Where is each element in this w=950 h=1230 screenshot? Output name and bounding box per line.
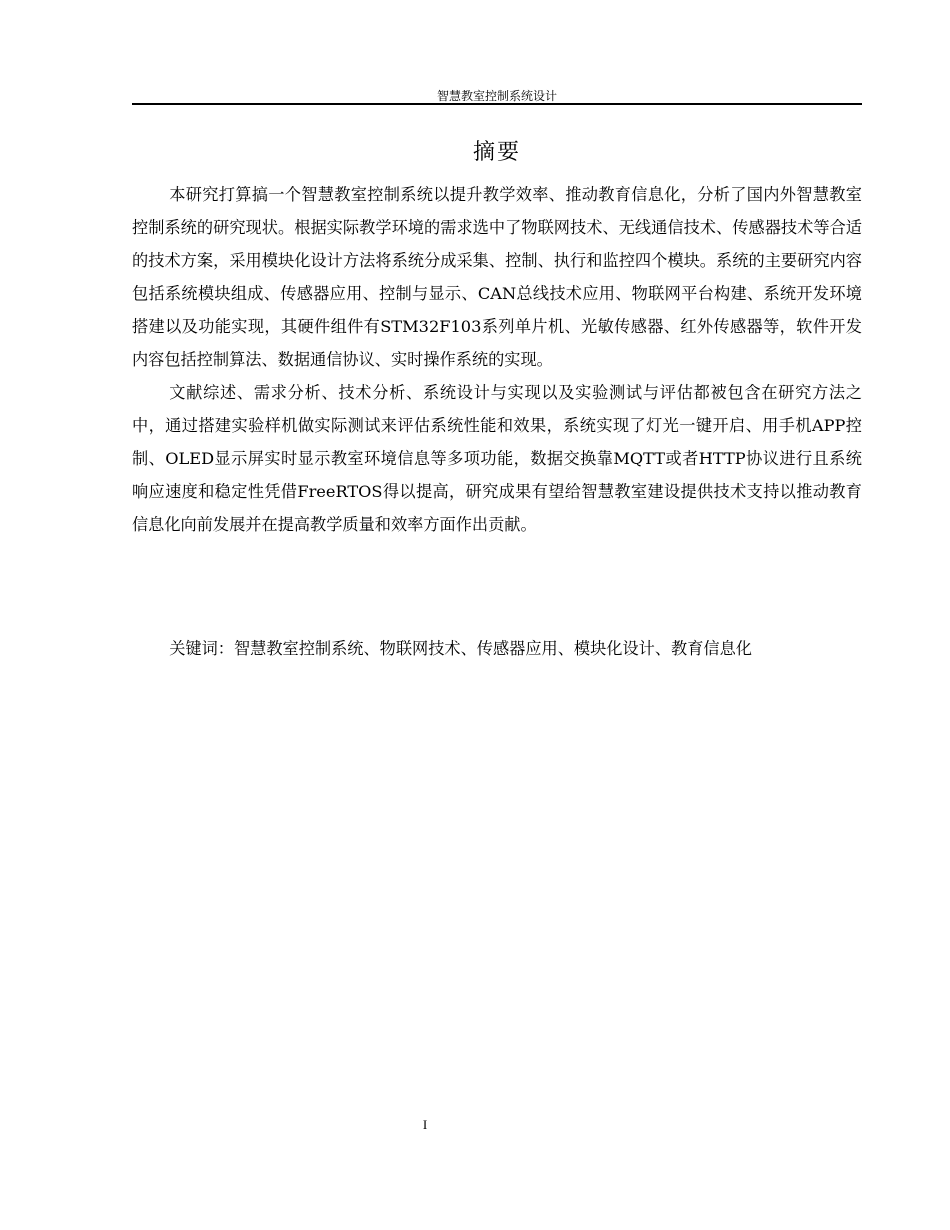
abstract-paragraph-1: 本研究打算搞一个智慧教室控制系统以提升教学效率、推动教育信息化，分析了国内外智慧教室控制系统的研究现状。根据实际教学环境的需求选中了物联网技术、无线通信技术、传感器技术等合适的技术方案，采用模块化设计方法将系统分成采集、控制、执行和监控四个模块。系统的主要研究内容包括系统模块组成、传感器应用、控制与显示、CAN总线技术应用、物联网平台构建、系统开发环境搭建以及功能实现，其硬件组件有STM32F103系列单片机、光敏传感器、红外传感器等，软件开发内容包括控制算法、数据通信协议、实时操作系统的实现。 [132, 185, 862, 369]
running-header: 智慧教室控制系统设计 [436, 89, 557, 103]
header-rule [132, 103, 862, 105]
abstract-heading: 摘要 [472, 140, 521, 165]
page-number: I [422, 1117, 428, 1132]
keywords-line: 关键词：智慧教室控制系统、物联网技术、传感器应用、模块化设计、教育信息化 [169, 639, 752, 658]
abstract-body [132, 178, 862, 541]
abstract-paragraph-2: 文献综述、需求分析、技术分析、系统设计与实现以及实验测试与评估都被包含在研究方法之中，通过搭建实验样机做实际测试来评估系统性能和效果，系统实现了灯光一键开启、用手机APP控制、OLED显示屏实时显示教室环境信息等多项功能，数据交换靠MQTT或者HTTP协议进行且系统响应速度和稳定性凭借FreeRTOS得以提高，研究成果有望给智慧教室建设提供技术支持以推动教育信息化向前发展并在提高教学质量和效率方面作出贡献。 [132, 383, 862, 534]
